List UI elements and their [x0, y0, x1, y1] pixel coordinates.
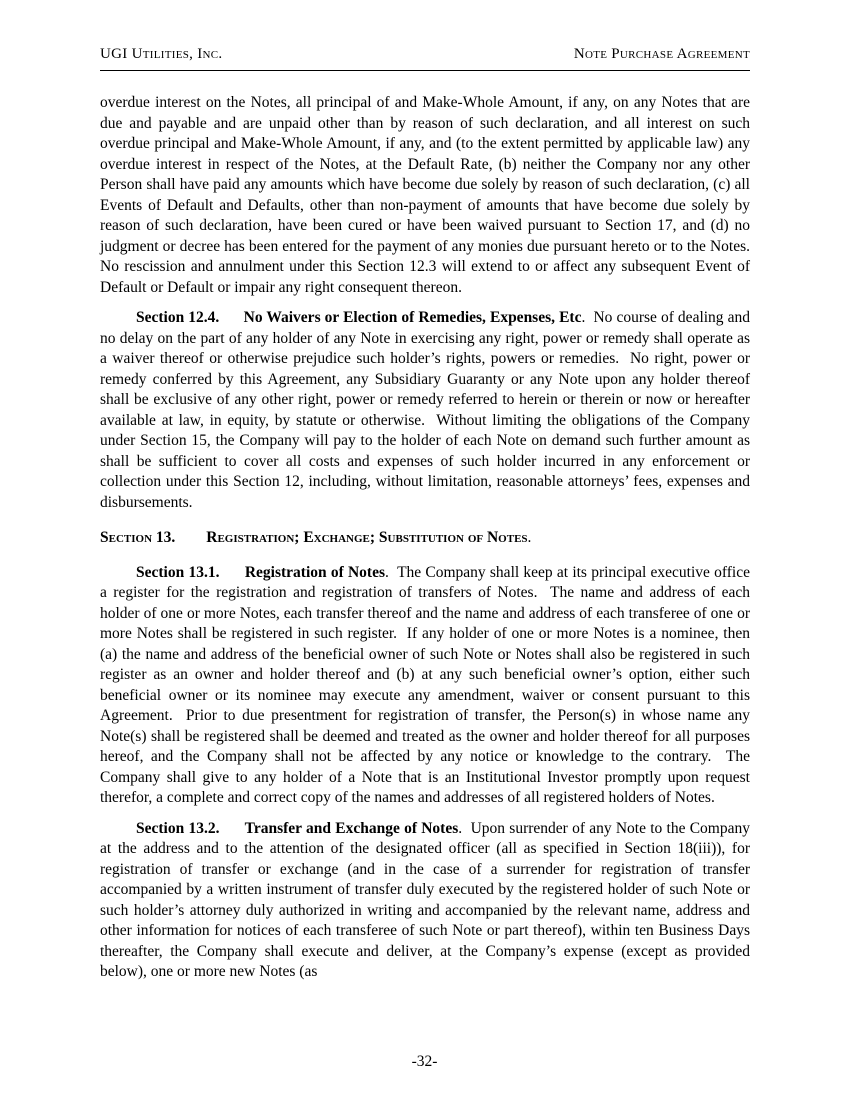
- text-run: . No course of dealing and no delay on the part of any holder of any Note in exercising any right, power or remedy shall operate as a waiver thereof or otherwise prejudice such holder’s rights, powers or remedies. No right, power or remedy conferred by this Agreement, any Subsidiary Guaranty or any Note upon any holder thereof shall be exclusive of any other right, power or remedy referred to herein or therein or now or hereafter available at law, in equity, by statute or otherwise. Without limiting the obligations of the Company under Section 15, the Company will pay to the holder of each Note on demand such further amount as shall be sufficient to cover all costs and expenses of such holder incurred in any enforcement or collection under this Section 12, including, without limitation, reasonable attorneys’ fees, expenses and disbursements.: [100, 309, 754, 511]
- text-run: Section 13.2. Transfer and Exchange of Notes: [136, 819, 459, 837]
- text-run: . Upon surrender of any Note to the Company at the address and to the attention of the designated officer (all as specified in Section 18(iii)), for registration of transfer or exchange (and in the case of a surrender for registration of transfer accompanied by a written instrument of transfer duly executed by the registered holder of such Note or such holder’s attorney duly authorized in writing and accompanied by the relevant name, address and other information for notices of each transferee of such Note or part thereof), within ten Business Days thereafter, the Company shall execute and deliver, at the Company’s expense (except as provided below), one or more new Notes (as: [100, 819, 754, 980]
- text-run: .: [527, 529, 532, 546]
- text-run: [175, 529, 206, 546]
- text-run: Section 13.: [100, 529, 176, 546]
- page-header: [100, 46, 750, 71]
- paragraph: [100, 563, 754, 809]
- text-run: . The Company shall keep at its principal executive office a register for the registration and registration of transfers of Notes. The name and address of each holder of one or more Notes, each transfer thereof and the name and address of each transferee of one or more Notes shall be registered in such register. If any holder of one or more Notes is a nominee, then (a) the name and address of the beneficial owner of such Note or Notes shall also be registered in such register as an owner and holder thereof and (b) at any such beneficial owner’s option, either such beneficial owner or its nominee may execute any amendment, waiver or consent pursuant to this Agreement. Prior to due presentment for registration of transfer, the Person(s) in whose name any Note(s) shall be registered shall be deemed and treated as the owner and holder thereof for all purposes hereof, and the Company shall not be affected by any notice or knowledge to the contrary. The Company shall give to any holder of a Note that is an Institutional Investor promptly upon request therefor, a complete and correct copy of the names and addresses of all registered holders of Notes.: [100, 563, 754, 806]
- document-body: [100, 93, 758, 983]
- header-company-name: UGI Utilities, Inc.: [100, 46, 223, 62]
- page-number: -32-: [411, 1053, 438, 1070]
- text-run: Section 12.4. No Waivers or Election of Remedies, Expenses, Etc: [136, 309, 582, 326]
- paragraph: [100, 308, 754, 513]
- paragraph: [100, 819, 754, 983]
- section-heading: [100, 528, 750, 549]
- text-run: overdue interest on the Notes, all principal of and Make-Whole Amount, if any, on any Notes that are due and payable and are unpaid other than by reason of such declaration, and all interest on such overdue principal and Make-Whole Amount, if any, and (to the extent permitted by applicable law) any overdue interest in respect of the Notes, at the Default Rate, (b) neither the Company nor any other Person shall have paid any amounts which have become due solely by reason of such declaration, (c) all Events of Default and Defaults, other than non-payment of amounts that have become due solely by reason of such declaration, have been cured or have been waived pursuant to Section 17, and (d) no judgment or decree has been entered for the payment of any monies due pursuant hereto or to the Notes. No rescission and annulment under this Section 12.3 will extend to or affect any subsequent Event of Default or Default or impair any right consequent thereon.: [100, 94, 758, 296]
- text-run: Section 13.1. Registration of Notes: [136, 563, 386, 581]
- header-document-title: Note Purchase Agreement: [573, 46, 750, 62]
- paragraph: [100, 93, 758, 298]
- text-run: Registration; Exchange; Substitution of Notes: [206, 529, 528, 546]
